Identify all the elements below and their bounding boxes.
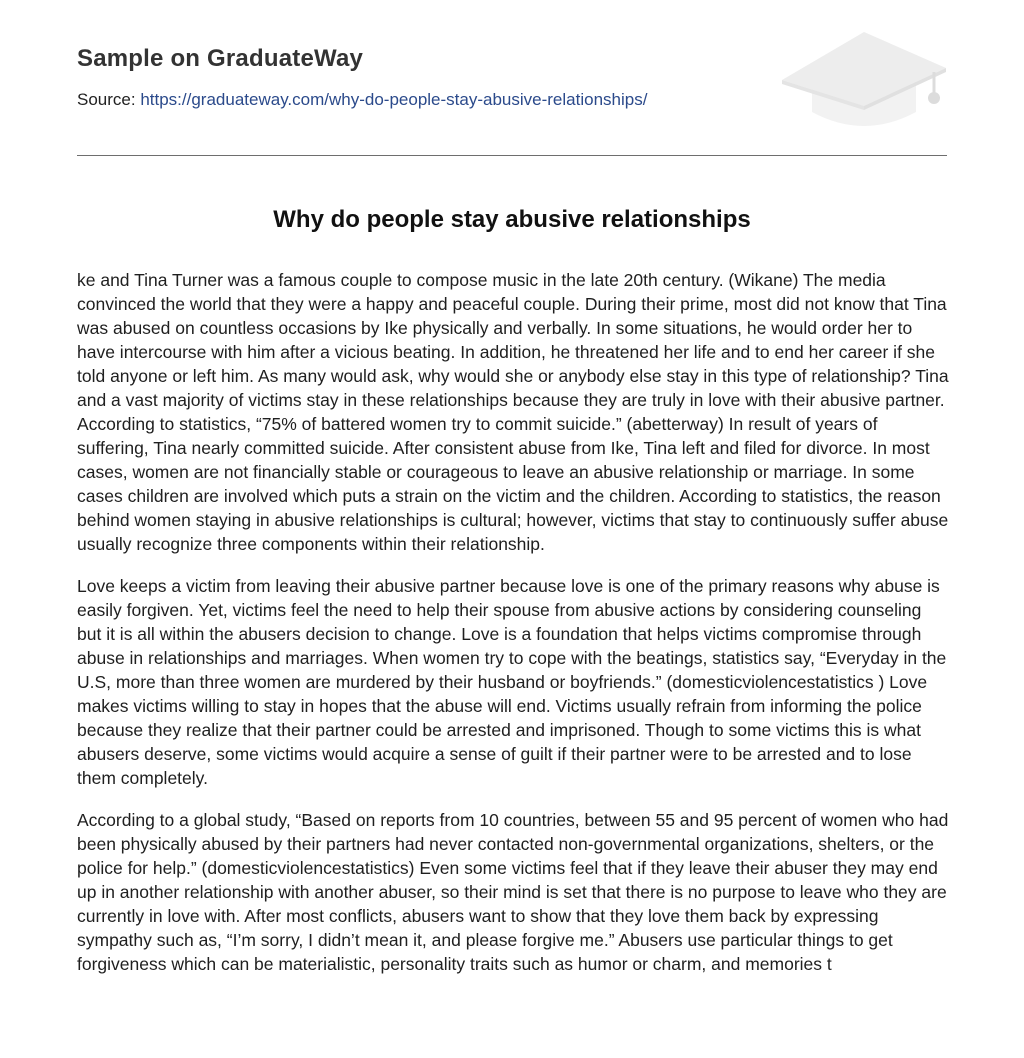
site-title: Sample on GraduateWay: [77, 45, 364, 72]
source-label: Source:: [77, 90, 136, 109]
document-title: Why do people stay abusive relationships: [273, 206, 751, 233]
paragraph: Love keeps a victim from leaving their abusive partner because love is one of the primary reasons why abuse is easily forgiven. Yet, victims feel the need to help their spouse from abusive actions by considering counseling but it is all within the abusers decision to change. Love is a foundation that helps victims compromise through abuse in relationships and marriages. When women try to cope with the beatings, statistics say, “Everyday in the U.S, more than three women are murdered by their husband or boyfriends.” (domesticviolencestatistics ) Love makes victims willing to stay in hopes that the abuse will end. Victims usually refrain from informing the police because they realize that their partner could be arrested and imprisoned. Though to some victims this is what abusers deserve, some victims would acquire a sense of guilt if their partner were to be arrested and to lose them completely.: [77, 576, 947, 788]
paragraph: According to a global study, “Based on reports from 10 countries, between 55 and 95 percent of women who had been physically abused by their partners had never contacted non-governmental organizations, shelters, or the police for help.” (domesticviolencestatistics) Even some victims feel that if they leave their abuser they may end up in another relationship with another abuser, so their mind is set that there is no purpose to leave who they are currently in love with. After most conflicts, abusers want to show that they love them back by expressing sympathy such as, “I’m sorry, I didn’t mean it, and please forgive me.” Abusers use particular things to get forgiveness which can be materialistic, personality traits such as humor or charm, and memories t: [77, 810, 949, 974]
graduation-cap-icon: [780, 30, 948, 134]
header-divider: [77, 155, 947, 156]
document-body: [77, 268, 949, 994]
paragraph: ke and Tina Turner was a famous couple to compose music in the late 20th century. (Wikane) The media convinced the world that they were a happy and peaceful couple. During their prime, most did not know that Tina was abused on countless occasions by Ike physically and verbally. In some situations, he would order her to have intercourse with him after a vicious beating. In addition, he threatened her life and to end her career if she told anyone or left him. As many would ask, why would she or anybody else stay in this type of relationship? Tina and a vast majority of victims stay in these relationships because they are truly in love with their abusive partner. According to statistics, “75% of battered women try to commit suicide.” (abetterway) In result of years of suffering, Tina nearly committed suicide. After consistent abuse from Ike, Tina left and filed for divorce. In most cases, women are not financially stable or courageous to leave an abusive relationship or marriage. In some cases children are involved which puts a strain on the victim and the children. According to statistics, the reason behind women staying in abusive relationships is cultural; however, victims that stay to continuously suffer abuse usually recognize three components within their relationship.: [77, 270, 949, 554]
source-link[interactable]: https://graduateway.com/why-do-people-stay-abusive-relationships/: [140, 90, 648, 109]
